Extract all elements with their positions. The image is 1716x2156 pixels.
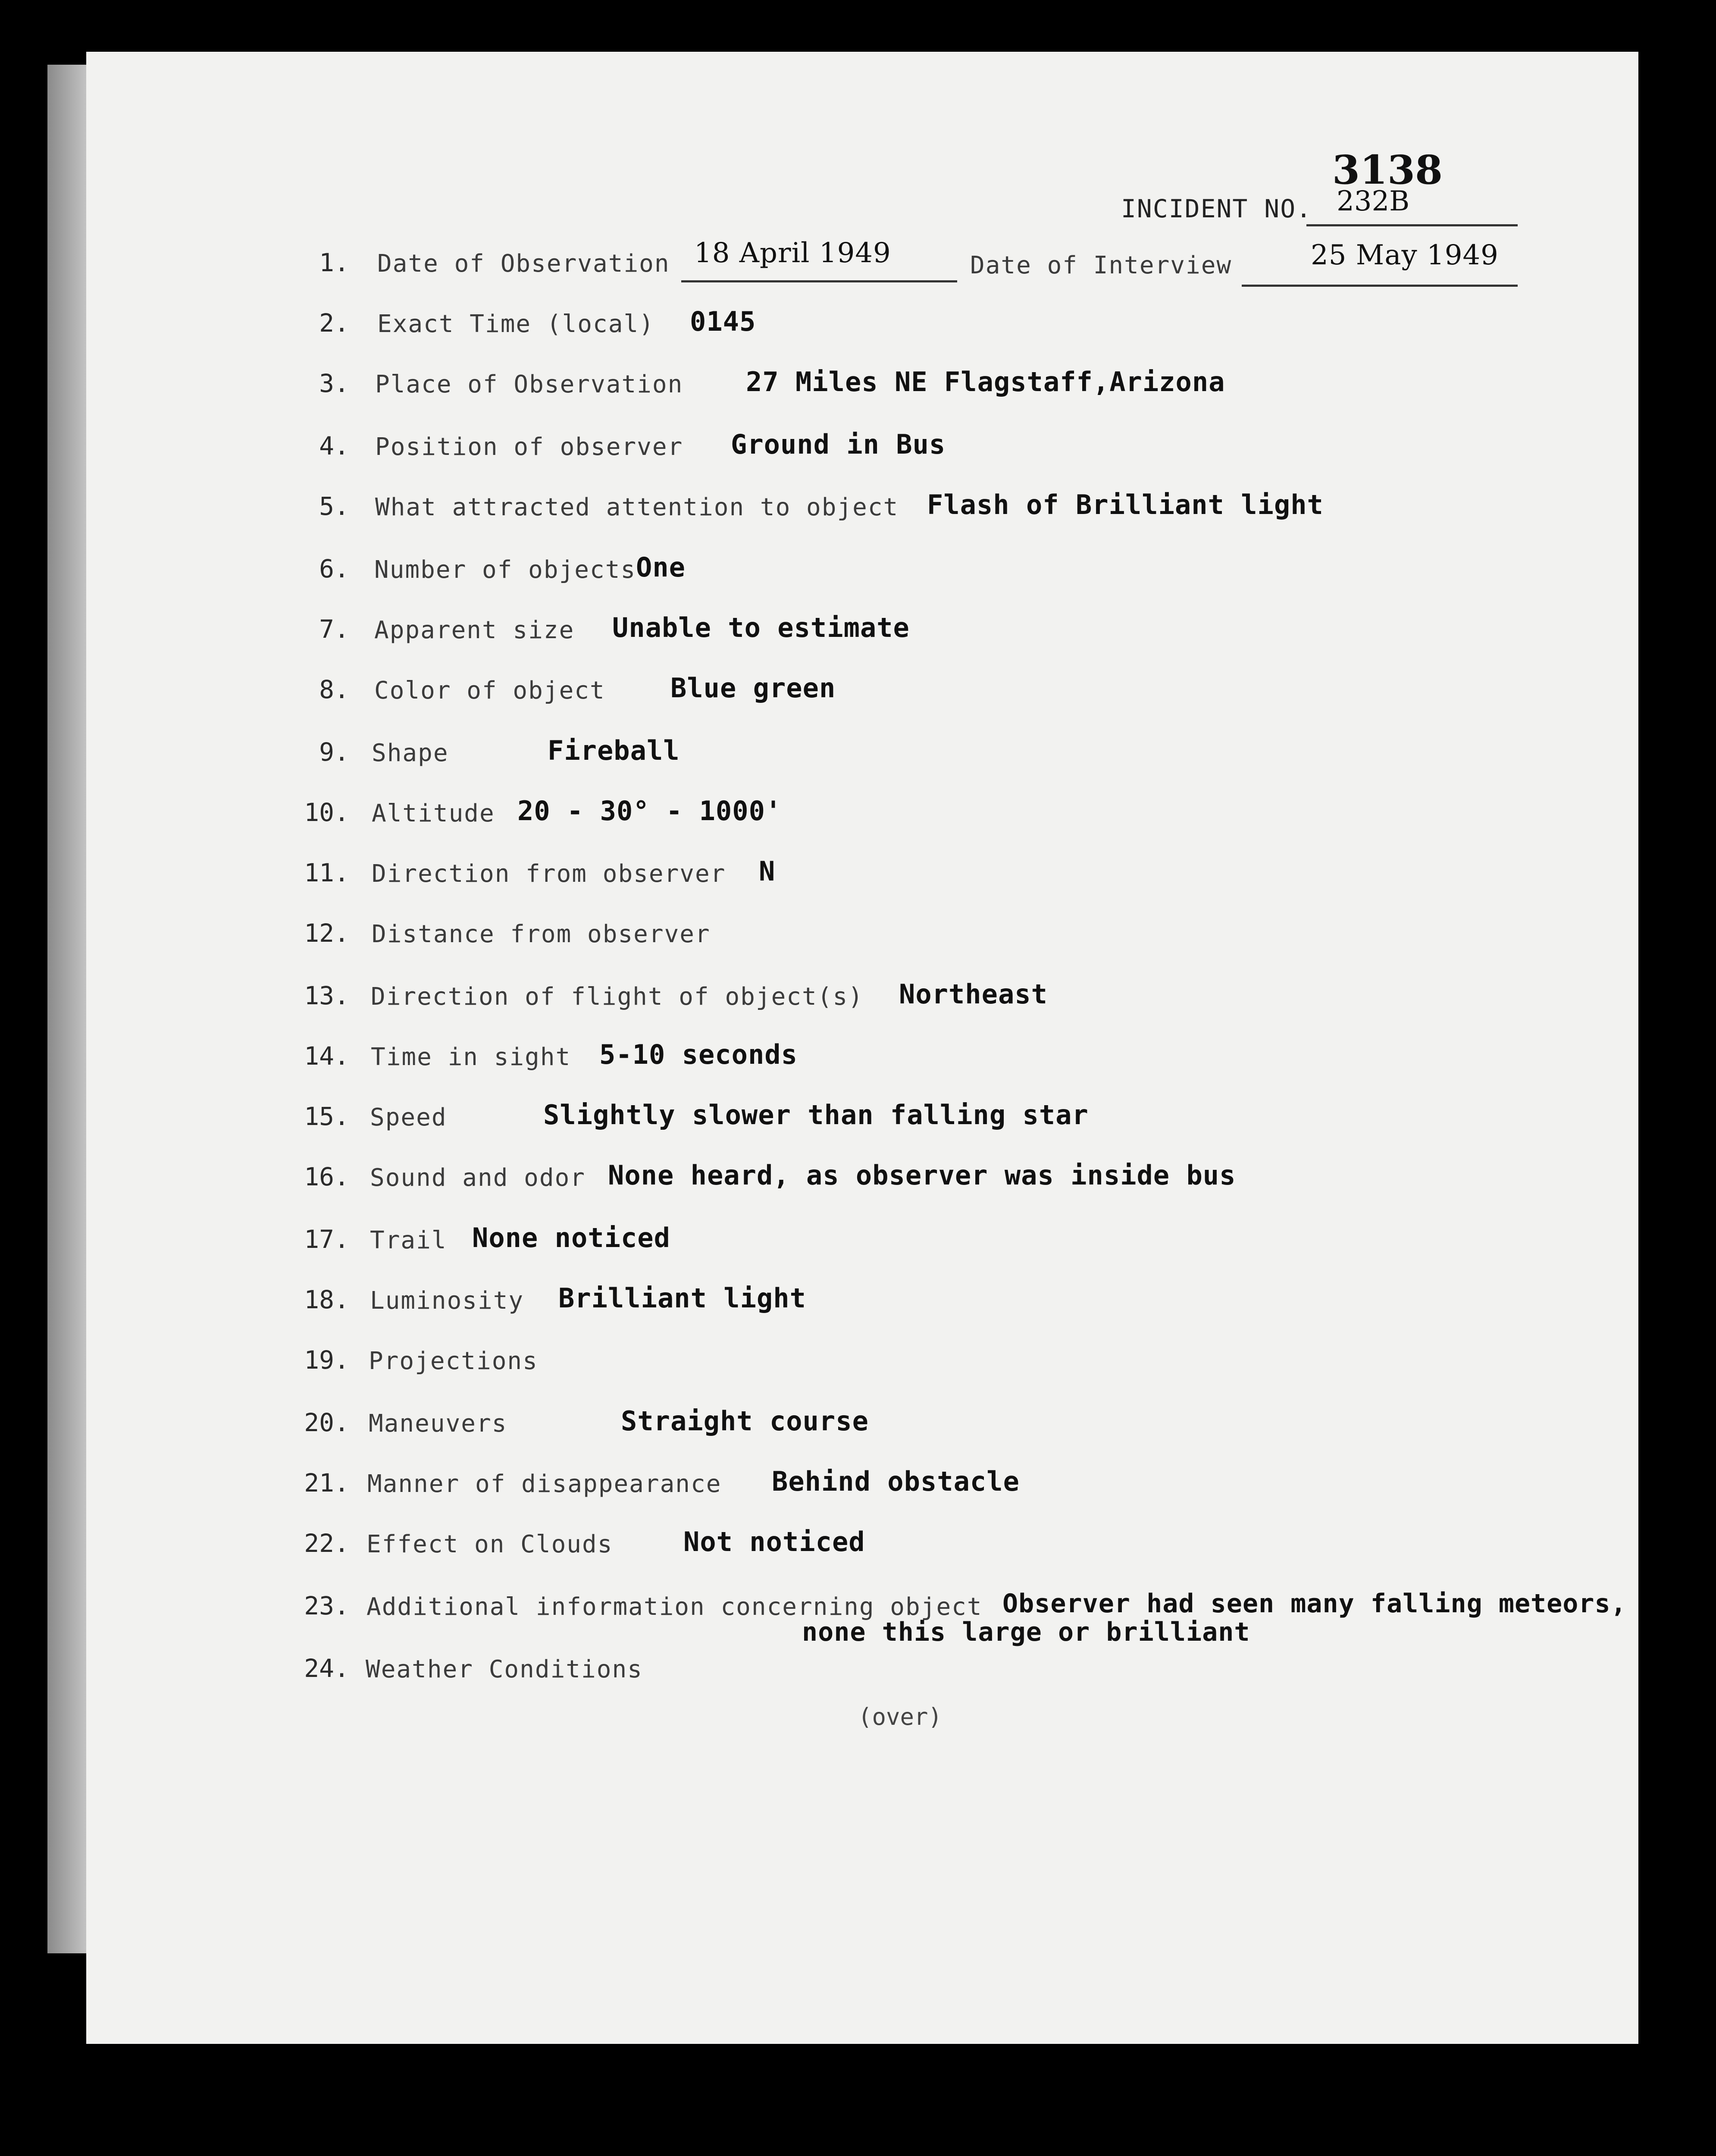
item-number: 4.	[319, 431, 349, 461]
item-label: Trail	[370, 1226, 447, 1254]
item-label: Additional information concerning object	[366, 1593, 983, 1621]
item-value: Behind obstacle	[772, 1466, 1020, 1497]
item-value: N	[759, 856, 776, 887]
incident-number-typed: 232B	[1337, 185, 1410, 217]
incident-number-underline	[1306, 224, 1518, 226]
item-number: 17.	[304, 1225, 349, 1254]
item-value: Ground in Bus	[731, 429, 946, 460]
item-value: None heard, as observer was inside bus	[608, 1159, 1236, 1191]
item-number: 22.	[304, 1529, 349, 1558]
item-number: 10.	[304, 798, 349, 827]
item-label: Sound and odor	[370, 1164, 586, 1192]
item-number: 24.	[304, 1654, 349, 1683]
item-value-secondary: 25 May 1949	[1311, 239, 1499, 271]
item-label: Projections	[369, 1347, 538, 1375]
item-label: Apparent size	[374, 616, 575, 644]
item-number: 7.	[319, 614, 349, 644]
item-number: 12.	[304, 918, 349, 948]
item-number: 20.	[304, 1408, 349, 1437]
item-number: 11.	[304, 858, 349, 887]
item-value: 0145	[690, 306, 756, 337]
item-value: 20 - 30° - 1000'	[517, 795, 782, 827]
item-label: Position of observer	[375, 433, 683, 461]
date-observation-underline	[681, 280, 957, 282]
item-label: What attracted attention to object	[375, 493, 899, 521]
item-label-secondary: Date of Interview	[970, 251, 1232, 279]
item-number: 2.	[319, 308, 349, 338]
item-value: 5-10 seconds	[599, 1039, 798, 1070]
item-label: Direction from observer	[372, 860, 726, 888]
item-label: Exact Time (local)	[377, 310, 654, 338]
page-edge-shadow	[47, 65, 91, 1953]
item-label: Place of Observation	[375, 370, 683, 398]
item-value: Observer had seen many falling meteors,	[1002, 1589, 1627, 1619]
item-value: Slightly slower than falling star	[543, 1099, 1089, 1131]
item-label: Shape	[372, 739, 449, 767]
item-number: 3.	[319, 369, 349, 398]
item-value: Flash of Brilliant light	[927, 489, 1324, 520]
item-label: Manner of disappearance	[367, 1470, 722, 1498]
item-value: Straight course	[621, 1405, 869, 1437]
item-label: Altitude	[372, 799, 495, 827]
item-value: 18 April 1949	[694, 237, 891, 269]
item-number: 13.	[304, 981, 349, 1010]
item-label: Direction of flight of object(s)	[371, 983, 864, 1011]
item-number: 18.	[304, 1285, 349, 1314]
item-value: Brilliant light	[558, 1282, 806, 1314]
date-interview-underline	[1242, 285, 1518, 287]
item-label: Time in sight	[371, 1043, 571, 1071]
item-value: Northeast	[899, 978, 1048, 1010]
item-label: Maneuvers	[369, 1410, 507, 1438]
item-value: Unable to estimate	[612, 612, 910, 643]
item-label: Color of object	[374, 677, 605, 705]
incident-label: INCIDENT NO.	[1121, 194, 1312, 223]
item-label: Effect on Clouds	[366, 1530, 613, 1558]
item-label: Speed	[370, 1103, 447, 1131]
item-number: 21.	[304, 1468, 349, 1498]
item-label: Weather Conditions	[366, 1655, 643, 1683]
item-number: 15.	[304, 1102, 349, 1131]
item-value: Fireball	[548, 735, 680, 766]
item-number: 5.	[319, 492, 349, 521]
item-value: None noticed	[472, 1222, 670, 1253]
item-number: 23.	[304, 1591, 349, 1620]
over-note: (over)	[858, 1703, 943, 1730]
item-value: 27 Miles NE Flagstaff,Arizona	[746, 366, 1225, 398]
item-number: 16.	[304, 1162, 349, 1191]
item-number: 9.	[319, 737, 349, 767]
item-number: 1.	[319, 248, 349, 277]
item-number: 8.	[319, 675, 349, 704]
item-label: Date of Observation	[377, 250, 670, 278]
item-value-continued: none this large or brilliant	[802, 1617, 1250, 1647]
incident-number-handwritten: 3138	[1332, 147, 1443, 193]
item-label: Number of objects	[374, 556, 636, 584]
item-value: One	[636, 552, 686, 583]
item-value: Not noticed	[683, 1526, 865, 1557]
item-label: Distance from observer	[372, 920, 711, 948]
item-label: Luminosity	[370, 1287, 524, 1315]
item-value: Blue green	[670, 672, 836, 704]
item-number: 6.	[319, 554, 349, 583]
item-number: 19.	[304, 1345, 349, 1375]
item-number: 14.	[304, 1041, 349, 1071]
